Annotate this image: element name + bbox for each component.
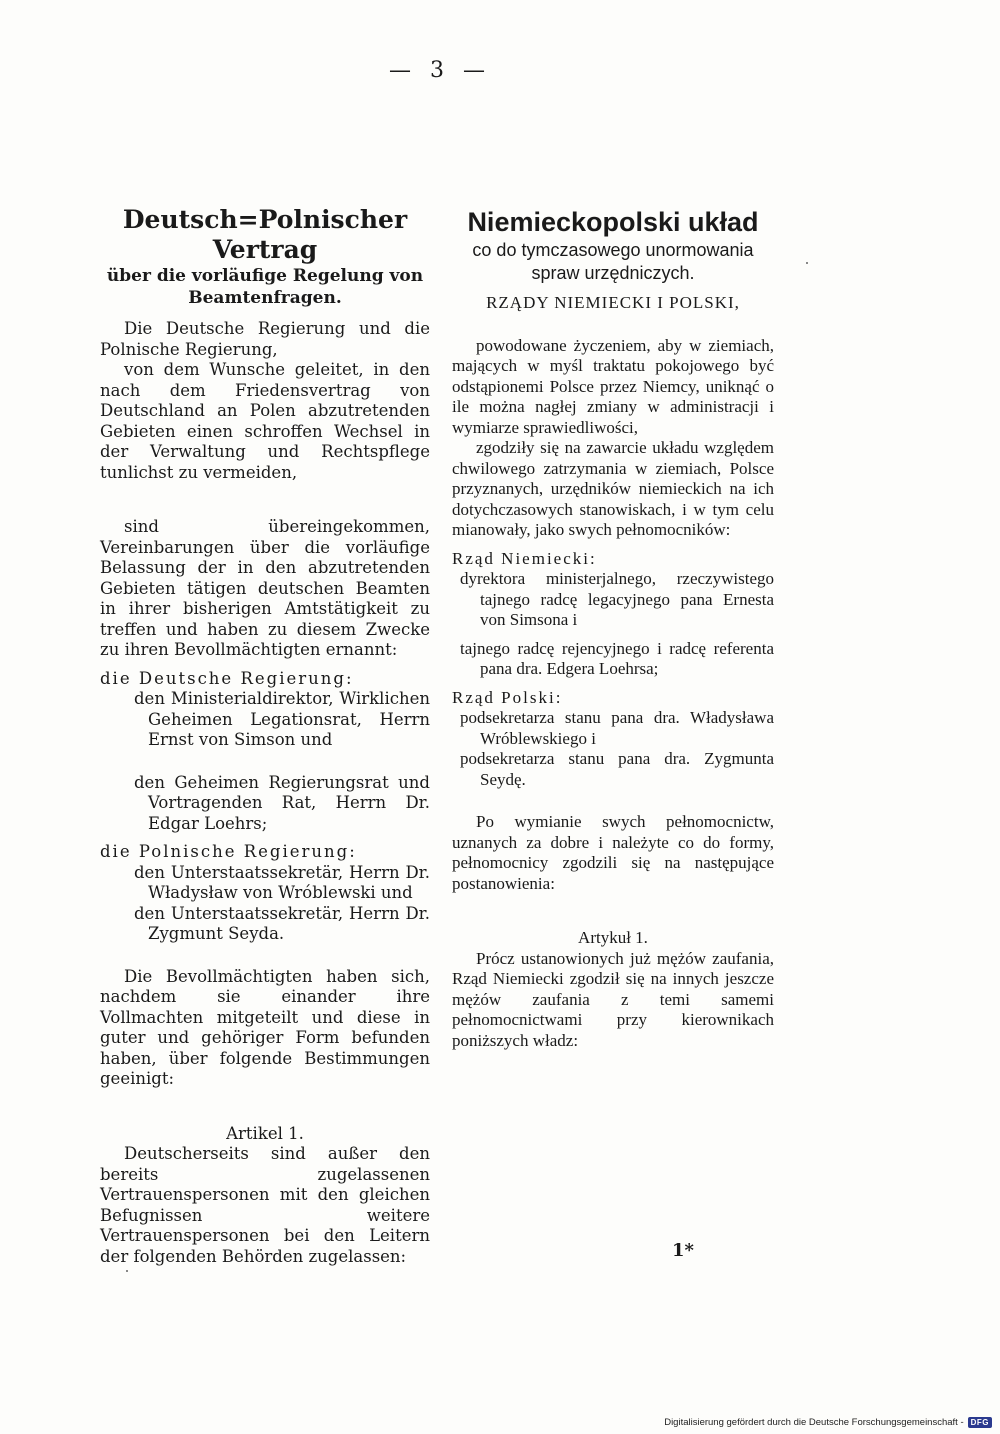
polish-wish-paragraph: powodowane życzeniem, aby w ziemiach, mających w myśl traktatu pokojowego być odstąpionemi Polsce przez Niemcy, uniknąć o ile można nagłej zmiany w administracji i wymiarze sprawiedliwości, — [452, 335, 774, 437]
polish-pl-representative-1: podsekretarza stanu pana dra. Władysława Wróblewskiego i — [460, 708, 774, 748]
german-plenipotentiaries-paragraph: Die Bevollmächtigten haben sich, nachdem sie einander ihre Vollmachten mitgeteilt und diese in guter und gehöriger Form befunden haben, über folgende Bestimmungen geeinigt: — [100, 966, 430, 1088]
german-gov-pl-heading: die Polnische Regierung: — [100, 842, 357, 861]
polish-de-representative-2: tajnego radcę rejencyjnego i radcę referenta pana dra. Edgera Loehrsa; — [460, 638, 774, 678]
polish-pl-representative-2: podsekretarza stanu pana dra. Zygmunta Seydę. — [460, 749, 774, 789]
german-subtitle-line-2: Beamtenfragen. — [188, 288, 342, 308]
scan-speck — [126, 1270, 128, 1272]
german-agreement-paragraph: sind übereingekommen, Vereinbarungen über die vorläufige Belassung der in den abzutretenden Gebieten tätigen deutschen Beamten in ihrer bisherigen Amtstätigkeit zu treffen und haben zu diesem Zwecke zu ihren Bevollmächtigten ernannt: — [100, 517, 430, 659]
german-pl-representative-1: den Unterstaatssekretär, Herrn Dr. Władysław von Wróblewski und — [134, 862, 430, 902]
german-pl-representative-2: den Unterstaatssekretär, Herrn Dr. Zygmunt Seyda. — [134, 903, 430, 943]
german-article-heading: Artikel 1. — [226, 1123, 304, 1143]
german-subtitle — [100, 265, 430, 309]
german-wish-paragraph: von dem Wunsche geleitet, in den nach dem Friedensvertrag von Deutschland an Polen abzutretenden Gebieten einen schroffen Wechsel in der Verwaltung und Rechtspflege tunlichst zu vermeiden, — [100, 360, 430, 482]
scan-speck — [806, 262, 808, 264]
polish-subtitle-line-1: co do tymczasowego unormowania — [472, 240, 754, 260]
signature-mark: 1* — [672, 1240, 694, 1261]
polish-gov-de-heading: Rząd Niemiecki: — [452, 548, 597, 568]
polish-title: Niemieckopolski układ — [467, 207, 759, 237]
german-intro: Die Deutsche Regierung und die Polnische Regierung, — [100, 319, 430, 359]
german-de-representative-1: den Ministerialdirektor, Wirklichen Geheimen Legationsrat, Herrn Ernst von Simson und — [134, 689, 430, 749]
footer-text: Digitalisierung gefördert durch die Deutsche Forschungsgemeinschaft - — [664, 1417, 964, 1428]
german-subtitle-line-1: über die vorläufige Regelung von — [106, 266, 424, 286]
german-column — [100, 205, 430, 1267]
polish-subtitle-line-2: spraw urzędniczych. — [531, 263, 695, 283]
digitization-footer — [664, 1417, 992, 1428]
polish-article-text: Prócz ustanowionych już mężów zaufania, Rząd Niemiecki zgodził się na innych jeszcze mężów zaufania z temi samemi pełnomocnictwami przy kierownikach poniższych władz: — [452, 948, 774, 1050]
dfg-logo: DFG — [968, 1417, 992, 1428]
page-number: — 3 — — [389, 58, 491, 83]
polish-article-heading: Artykuł 1. — [578, 928, 648, 947]
polish-gov-pl-heading: Rząd Polski: — [452, 687, 563, 707]
polish-column — [452, 205, 774, 1051]
german-de-representative-2: den Geheimen Regierungsrat und Vortragenden Rat, Herrn Dr. Edgar Loehrs; — [134, 772, 430, 833]
german-article-text: Deutscherseits sind außer den bereits zugelassenen Vertrauenspersonen mit den gleichen Befugnissen weitere Vertrauenspersonen bei den Leitern der folgenden Behörden zugelassen: — [100, 1144, 430, 1266]
german-gov-de-heading: die Deutsche Regierung: — [100, 668, 354, 688]
german-title: Deutsch=Polnischer Vertrag — [122, 205, 408, 264]
polish-subtitle — [452, 239, 774, 285]
polish-agreement-paragraph: zgodziły się na zawarcie układu względem chwilowego zatrzymania w ziemiach, Polsce przyznanych, urzędników niemieckich na ich dotychczasowych stanowiskach, i w tym celu mianowały, jako swych pełnomocników: — [452, 438, 774, 539]
polish-governments-heading: RZĄDY NIEMIECKI I POLSKI, — [486, 293, 740, 312]
polish-de-representative-1: dyrektora ministerjalnego, rzeczywistego tajnego radcę legacyjnego pana Ernesta von Simsona i — [460, 569, 774, 629]
polish-plenipotentiaries-paragraph: Po wymianie swych pełnomocnictw, uznanych za dobre i należyte co do formy, pełnomocnicy zgodzili się na następujące postanowienia: — [452, 812, 774, 893]
